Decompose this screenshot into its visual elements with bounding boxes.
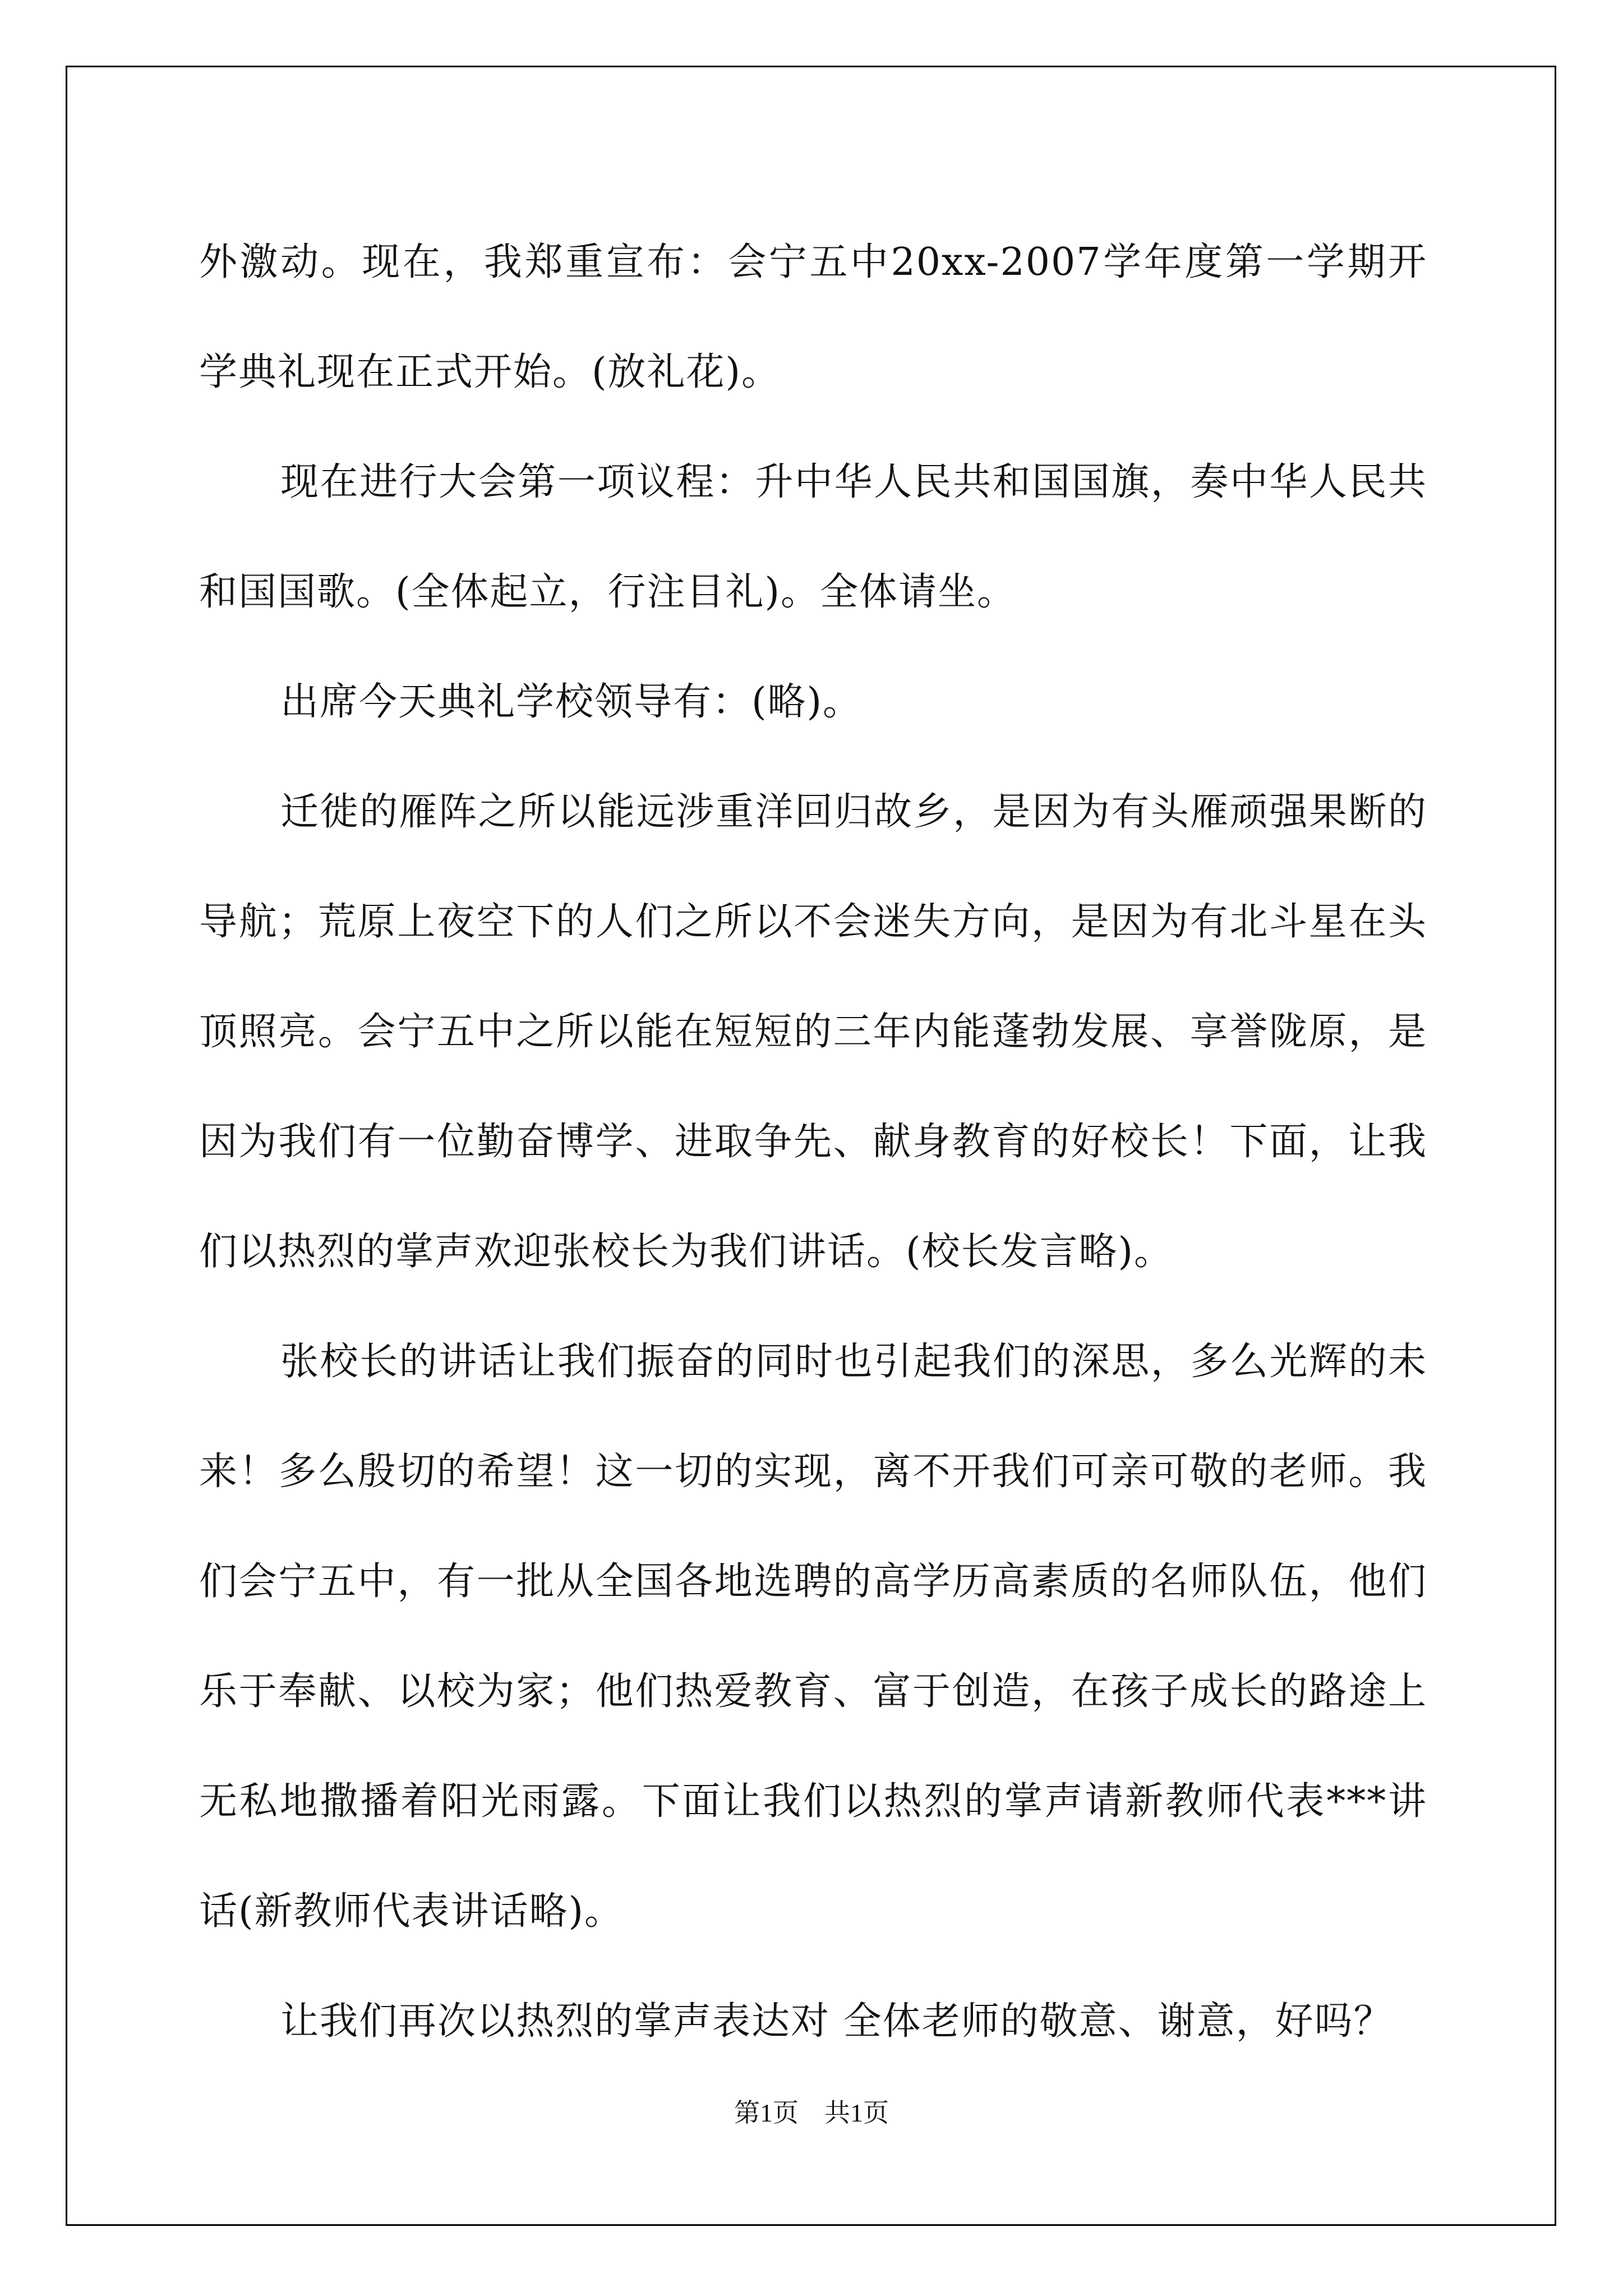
- paragraph-attendees: 出席今天典礼学校领导有：(略)。: [280, 680, 863, 724]
- page-number: 第1页: [734, 2099, 799, 2127]
- paragraph-flag-ceremony: 现在进行大会第一项议程：升中华人民共和国国旗，奏中华人民共和国国歌。(全体起立，行注目礼)。全体请坐。: [199, 460, 1427, 614]
- paragraph-principal-intro: 迁徙的雁阵之所以能远涉重洋回归故乡，是因为有头雁顽强果断的导航；荒原上夜空下的人们之所以不会迷失方向，是因为有北斗星在头顶照亮。会宁五中之所以能在短短的三年内能蓬勃发展、享誉陇原，是因为我们有一位勤奋博学、进取争先、献身教育的好校长！下面，让我们以热烈的掌声欢迎张校长为我们讲话。(校长发言略)。: [199, 790, 1427, 1274]
- document-body: [199, 208, 1427, 2077]
- page-total: 共1页: [824, 2099, 889, 2127]
- page-footer: [0, 2092, 1623, 2129]
- paragraph-teacher-intro: 张校长的讲话让我们振奋的同时也引起我们的深思，多么光辉的未来！多么殷切的希望！这一切的实现，离不开我们可亲可敬的老师。我们会宁五中，有一批从全国各地选聘的高学历高素质的名师队伍，他们乐于奉献、以校为家；他们热爱教育、富于创造，在孩子成长的路途上无私地撒播着阳光雨露。下面让我们以热烈的掌声请新教师代表***讲话(新教师代表讲话略)。: [199, 1340, 1427, 1934]
- paragraph-opening: 外激动。现在，我郑重宣布：会宁五中20xx-2007学年度第一学期开学典礼现在正式开始。(放礼花)。: [199, 240, 1427, 394]
- paragraph-closing-applause: 让我们再次以热烈的掌声表达对 全体老师的敬意、谢意，好吗？: [280, 1999, 1393, 2044]
